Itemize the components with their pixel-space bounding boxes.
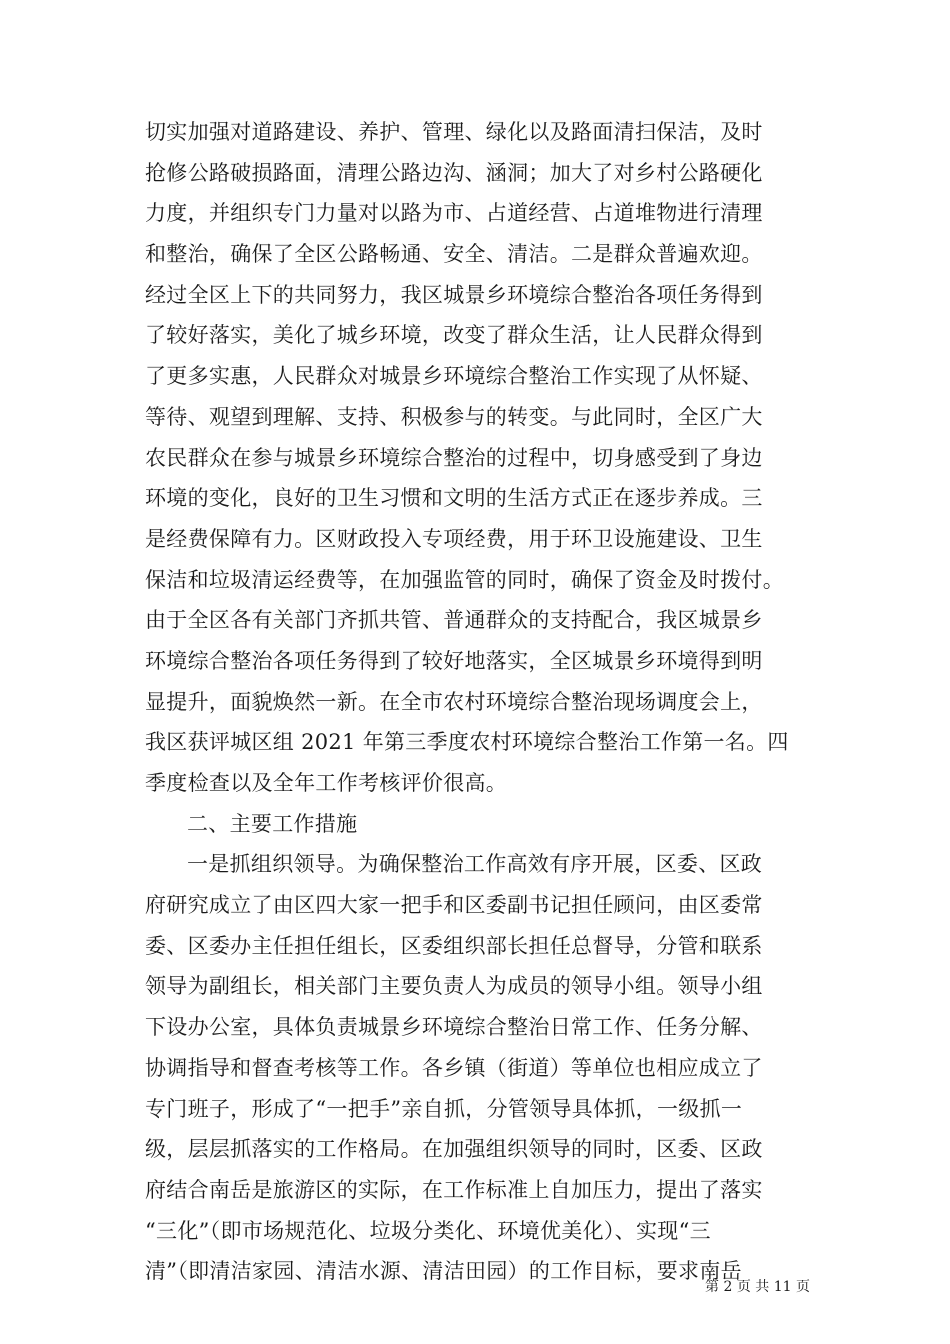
text-line: 协调指导和督查考核等工作。各乡镇（街道）等单位也相应成立了 (145, 1055, 763, 1080)
text-line: 了更多实惠，人民群众对城景乡环境综合整治工作实现了从怀疑、 (145, 364, 763, 389)
text-line: 下设办公室，具体负责城景乡环境综合整治日常工作、任务分解、 (145, 1015, 763, 1040)
text-line: 切实加强对道路建设、养护、管理、绿化以及路面清扫保洁，及时 (145, 120, 763, 144)
text-line: 环境的变化，良好的卫生习惯和文明的生活方式正在逐步养成。三 (145, 486, 763, 511)
text-line: 由于全区各有关部门齐抓共管、普通群众的支持配合，我区城景乡 (145, 608, 763, 633)
text-line: 等待、观望到理解、支持、积极参与的转变。与此同时，全区广大 (145, 404, 763, 429)
text-line: 农民群众在参与城景乡环境综合整治的过程中，切身感受到了身边 (145, 445, 763, 470)
body-text (145, 112, 815, 1292)
text-line: 府结合南岳是旅游区的实际，在工作标准上自加压力，提出了落实 (145, 1177, 763, 1202)
text-line: 经过全区上下的共同努力，我区城景乡环境综合整治各项任务得到 (145, 282, 763, 307)
text-line: 清”（即清洁家园、清洁水源、清洁田园）的工作目标，要求南岳 (145, 1259, 742, 1284)
text-line: 显提升，面貌焕然一新。在全市农村环境综合整治现场调度会上， (145, 689, 763, 714)
text-line: 专门班子，形成了“一把手”亲自抓，分管领导具体抓，一级抓一 (145, 1096, 743, 1121)
text-line: 一是抓组织领导。为确保整治工作高效有序开展，区委、区政 (187, 852, 763, 877)
text-line: 抢修公路破损路面，清理公路边沟、涵洞；加大了对乡村公路硬化 (145, 160, 763, 185)
text-line: 我区获评城区组 2021 年第三季度农村环境综合整治工作第一名。四 (145, 730, 789, 755)
text-line: “三化”（即市场规范化、垃圾分类化、环境优美化）、实现“三 (145, 1218, 711, 1243)
text-line: 是经费保障有力。区财政投入专项经费，用于环卫设施建设、卫生 (145, 526, 763, 551)
text-line: 了较好落实，美化了城乡环境，改变了群众生活，让人民群众得到 (145, 323, 763, 348)
text-line: 环境综合整治各项任务得到了较好地落实，全区城景乡环境得到明 (145, 648, 763, 673)
text-line: 力度，并组织专门力量对以路为市、占道经营、占道堆物进行清理 (145, 201, 763, 226)
section-heading: 二、主要工作措施 (187, 811, 358, 836)
text-line: 保洁和垃圾清运经费等，在加强监管的同时，确保了资金及时拨付。 (145, 567, 784, 592)
text-line: 委、区委办主任担任组长，区委组织部长担任总督导，分管和联系 (145, 933, 763, 958)
text-line: 季度检查以及全年工作考核评价很高。 (145, 771, 508, 795)
text-line: 领导为副组长，相关部门主要负责人为成员的领导小组。领导小组 (145, 974, 763, 999)
text-line: 府研究成立了由区四大家一把手和区委副书记担任顾问，由区委常 (145, 893, 763, 918)
page-number-footer: 第 2 页 共 11 页 (705, 1279, 810, 1295)
text-line: 级，层层抓落实的工作格局。在加强组织领导的同时，区委、区政 (145, 1137, 763, 1162)
text-line: 和整治，确保了全区公路畅通、安全、清洁。二是群众普遍欢迎。 (145, 242, 763, 267)
